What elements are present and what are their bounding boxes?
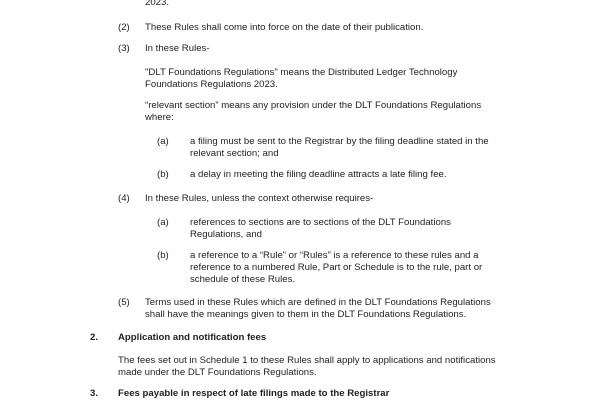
section-2-heading: Application and notification fees <box>118 332 267 343</box>
para-5-number: (5) <box>118 297 130 308</box>
section-3-number: 3. <box>90 388 99 399</box>
definition-relevant-line-2: where: <box>145 112 174 123</box>
sub-a-label: (a) <box>157 136 169 147</box>
sub-b-text: a delay in meeting the filing deadline attracts a late filing fee. <box>190 169 447 180</box>
definition-dlt-line-1: "DLT Foundations Regulations" means the Distributed Ledger Technology <box>145 67 458 78</box>
sub-b-label: (b) <box>157 169 169 180</box>
para-2-text: These Rules shall come into force on the date of their publication. <box>145 22 424 33</box>
para-3-number: (3) <box>118 43 130 54</box>
para-4-lead: In these Rules, unless the context otherwise requires- <box>145 193 374 204</box>
p4-b-line-1: a reference to a “Rule” or “Rules” is a reference to these rules and a <box>190 250 479 261</box>
definition-relevant-line-1: “relevant section” means any provision under the DLT Foundations Regulations <box>145 100 482 111</box>
sub-a-line-1: a filing must be sent to the Registrar by the filing deadline stated in the <box>190 136 489 147</box>
section-2-line-2: made under the DLT Foundations Regulations. <box>118 367 317 378</box>
p4-b-label: (b) <box>157 250 169 261</box>
p4-b-line-2: reference to a numbered Rule, Part or Schedule is to the rule, part or <box>190 262 483 273</box>
para-5-line-1: Terms used in these Rules which are defined in the DLT Foundations Regulations <box>145 297 491 308</box>
section-2-line-1: The fees set out in Schedule 1 to these Rules shall apply to applications and notifications <box>118 355 496 366</box>
p4-a-line-1: references to sections are to sections of the DLT Foundations <box>190 217 451 228</box>
para-3-lead: In these Rules- <box>145 43 210 54</box>
p4-b-line-3: schedule of these Rules. <box>190 274 296 285</box>
para-5-line-2: shall have the meanings given to them in the DLT Foundations Regulations. <box>145 309 467 320</box>
p4-a-label: (a) <box>157 217 169 228</box>
para-2-number: (2) <box>118 22 130 33</box>
definition-dlt-line-2: Foundations Regulations 2023. <box>145 79 278 90</box>
sub-a-line-2: relevant section; and <box>190 148 279 159</box>
section-2-number: 2. <box>90 332 99 343</box>
section-3-heading: Fees payable in respect of late filings made to the Registrar <box>118 388 390 399</box>
para-4-number: (4) <box>118 193 130 204</box>
top-fragment: 2023. <box>145 0 170 8</box>
p4-a-line-2: Regulations, and <box>190 229 263 240</box>
